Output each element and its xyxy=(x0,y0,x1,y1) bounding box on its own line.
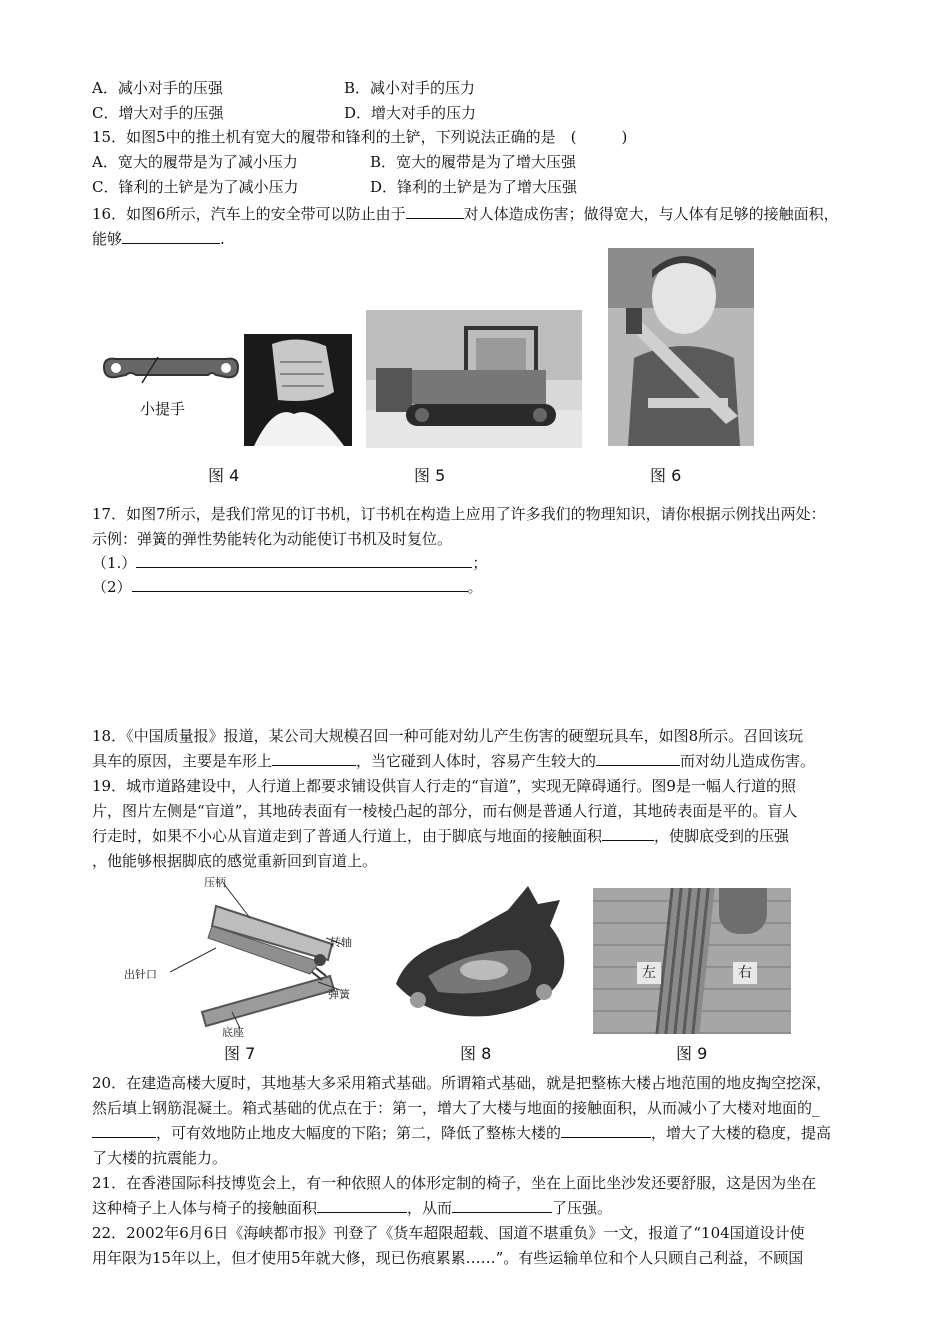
q16-line2 xyxy=(92,229,225,249)
fig9-sidewalk-photo xyxy=(593,888,791,1034)
q15-option-d: D．锋利的土铲是为了增大压强 xyxy=(370,178,578,196)
q20-line2: 然后填上钢筋混凝土。箱式基础的优点在于：第一，增大了大楼与地面的接触面积，从而减小了大楼对地面的_ xyxy=(92,1099,820,1117)
q16-text-b: 对人体造成伤害；做得宽大，与人体有足够的接触面积， xyxy=(463,205,839,223)
q14-option-a: A．减小对手的压强 xyxy=(92,79,223,97)
q20-blank-1[interactable] xyxy=(92,1123,156,1138)
q17-answer-1[interactable] xyxy=(136,553,472,568)
fig6-seatbelt-photo xyxy=(608,248,754,446)
fig7-label-base: 底座 xyxy=(222,1026,244,1039)
fig7-caption: 图 7 xyxy=(224,1044,256,1063)
q21-line2 xyxy=(92,1198,612,1218)
fig7-stapler-drawing xyxy=(120,878,360,1038)
fig4-hand-photo xyxy=(244,334,352,446)
q19-line1: 19．城市道路建设中，人行道上都要求铺设供盲人行走的“盲道”，实现无障碍通行。图9是一幅人行道的照 xyxy=(92,777,796,795)
q20-text-a: ，可有效地防止地皮大幅度的下陷；第二，降低了整栋大楼的 xyxy=(156,1124,562,1142)
q17-example: 示例：弹簧的弹性势能转化为动能使订书机及时复位。 xyxy=(92,530,453,548)
q17-item-1-number: （1.） xyxy=(92,554,137,572)
q18-text-c: 而对幼儿造成伤害。 xyxy=(680,752,816,770)
q16-text-d: . xyxy=(220,230,225,248)
q17-item-2-number: （2） xyxy=(92,578,132,596)
fig5-bulldozer-photo xyxy=(366,310,582,448)
q17-item-1-end: ； xyxy=(472,554,488,572)
q21-line1: 21．在香港国际科技博览会上，有一种依照人的体形定制的椅子，坐在上面比坐沙发还要舒服，这是因为坐在 xyxy=(92,1174,817,1192)
q18-line1: 18．《中国质量报》报道，某公司大规模召回一种可能对幼儿产生伤害的硬塑玩具车，如图8所示。召回该玩 xyxy=(92,727,804,745)
q15-option-a: A．宽大的履带是为了减小压力 xyxy=(92,153,298,171)
q15-stem: 15．如图5中的推土机有宽大的履带和锋利的土铲，下列说法正确的是 ( ) xyxy=(92,128,628,146)
q19-line2: 片，图片左侧是“盲道”，其地砖表面有一棱棱凸起的部分，而右侧是普通人行道，其地砖表面是平的。盲人 xyxy=(92,802,798,820)
q18-blank-2[interactable] xyxy=(596,751,680,766)
q16-text-c: 能够 xyxy=(92,230,123,248)
fig4-caption: 图 4 xyxy=(208,466,240,485)
fig9-caption: 图 9 xyxy=(676,1044,708,1063)
q18-line2 xyxy=(92,751,815,771)
q21-text-b: ，从而 xyxy=(407,1199,453,1217)
q21-text-a: 这种椅子上人体与椅子的接触面积 xyxy=(92,1199,318,1217)
q17-item-2 xyxy=(92,577,483,597)
q16-blank-1[interactable] xyxy=(406,204,464,219)
q20-blank-2[interactable] xyxy=(561,1123,651,1138)
q19-blank-1[interactable] xyxy=(602,826,654,841)
q14-option-b: B．减小对手的压力 xyxy=(344,79,476,97)
q17-item-1 xyxy=(92,553,487,573)
q19-text-a: 行走时，如果不小心从盲道走到了普通人行道上，由于脚底与地面的接触面积 xyxy=(92,827,603,845)
q21-blank-2[interactable] xyxy=(452,1198,552,1213)
q21-text-c: 了压强。 xyxy=(552,1199,613,1217)
fig5-caption: 图 5 xyxy=(414,466,446,485)
q18-text-b: ，当它碰到人体时，容易产生较大的 xyxy=(356,752,597,770)
q16-line1 xyxy=(92,204,839,224)
q17-item-2-end: 。 xyxy=(467,578,483,596)
q22-line2: 用年限为15年以上，但才使用5年就大修，现已伤痕累累……”。有些运输单位和个人只顾自己利益，不顾国 xyxy=(92,1249,804,1267)
fig7-label-spring: 弹簧 xyxy=(328,988,350,1001)
fig4-label: 小提手 xyxy=(140,400,186,418)
fig8-toy-car-photo xyxy=(388,880,578,1028)
q19-line3 xyxy=(92,826,789,846)
q16-text-a: 16．如图6所示，汽车上的安全带可以防止由于 xyxy=(92,205,406,223)
q19-text-b: ，使脚底受到的压强 xyxy=(654,827,790,845)
fig9-label-left: 左 xyxy=(637,962,661,984)
fig7-label-outlet: 出针口 xyxy=(124,968,157,981)
q16-blank-2[interactable] xyxy=(122,229,220,244)
q20-line4: 了大楼的抗震能力。 xyxy=(92,1149,228,1167)
fig9-label-right: 右 xyxy=(733,962,757,984)
fig7-label-handle: 压柄 xyxy=(204,876,226,889)
q21-blank-1[interactable] xyxy=(317,1198,407,1213)
fig6-caption: 图 6 xyxy=(650,466,682,485)
q14-option-c: C．增大对手的压强 xyxy=(92,104,224,122)
q18-blank-1[interactable] xyxy=(272,751,356,766)
q20-line3 xyxy=(92,1123,831,1143)
q15-option-b: B．宽大的履带是为了增大压强 xyxy=(370,153,577,171)
q20-line1: 20．在建造高楼大厦时，其地基大多采用箱式基础。所谓箱式基础，就是把整栋大楼占地范围的地皮掏空挖深， xyxy=(92,1074,832,1092)
q18-text-a: 具车的原因，主要是车形上 xyxy=(92,752,273,770)
fig7-label-axle: 转轴 xyxy=(330,936,352,949)
q15-option-c: C．锋利的土铲是为了减小压力 xyxy=(92,178,299,196)
q17-answer-2[interactable] xyxy=(132,577,468,592)
q19-line4: ，他能够根据脚底的感觉重新回到盲道上。 xyxy=(92,852,378,870)
q22-line1: 22．2002年6月6日《海峡都市报》刊登了《货车超限超载、国道不堪重负》一文，报道了“104国道设计使 xyxy=(92,1224,805,1242)
q17-stem: 17．如图7所示，是我们常见的订书机，订书机在构造上应用了许多我们的物理知识，请你根据示例找出两处： xyxy=(92,505,826,523)
q14-option-d: D．增大对手的压力 xyxy=(344,104,477,122)
q20-text-b: ，增大了大楼的稳度，提高 xyxy=(651,1124,832,1142)
fig8-caption: 图 8 xyxy=(460,1044,492,1063)
